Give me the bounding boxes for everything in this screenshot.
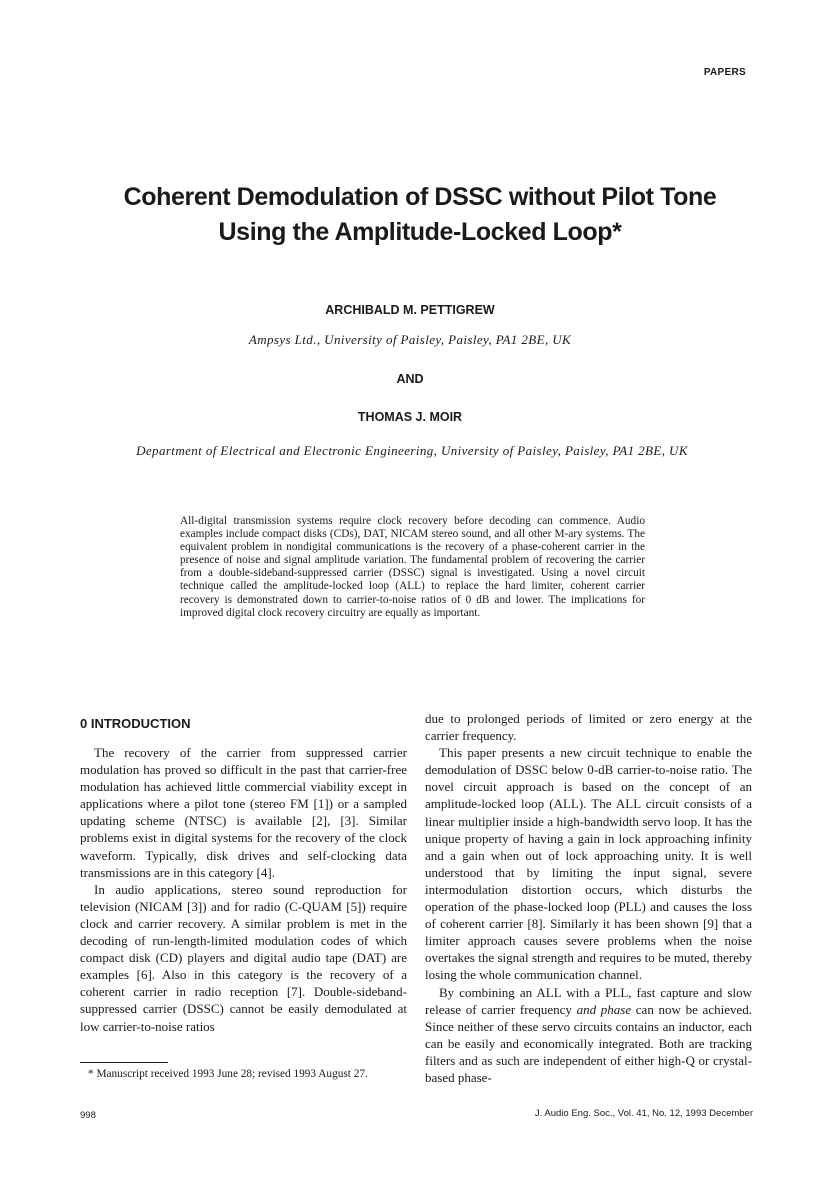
author-affiliation-2: Department of Electrical and Electronic Engineering, University of Paisley, Paisley, PA1 2BE, UK <box>136 443 688 458</box>
section-heading: 0 INTRODUCTION <box>80 716 191 731</box>
body-column-right <box>425 710 752 1086</box>
body-paragraph: This paper presents a new circuit technique to enable the demodulation of DSSC below 0-dB carrier-to-noise ratio. The novel circuit approach is based on the concept of an amplitude-locked loop (ALL). The ALL circuit consists of a linear multiplier inside a high-bandwidth servo loop. It has the unique property of having a gain in lock approaching infinity and a gain when out of lock approaching unity. It is well understood that by limiting the input signal, severe intermodulation distortion occurs, which disturbs the operation of the phase-locked loop (PLL) and causes the loss of coherent carrier [8]. Similarly it has been shown [9] that a limiter approach causes severe problems when the noise overtakes the signal strength and requires to be muted, thereby losing the whole communication channel. <box>425 745 752 983</box>
body-text: By combining an ALL with a PLL, fast capture and slow release of carrier frequency <box>425 984 752 1017</box>
author-affiliation-1: Ampsys Ltd., University of Paisley, Paisley, PA1 2BE, UK <box>248 332 572 347</box>
body-paragraph <box>425 984 752 1087</box>
author-name-2: THOMAS J. MOIR <box>357 410 463 424</box>
page-number: 998 <box>80 1110 96 1121</box>
body-paragraph: In audio applications, stereo sound reproduction for television (NICAM [3]) and for radio (C-QUAM [5]) require clock and carrier recovery. A similar problem is met in the decoding of run-length-limited modulation codes of which compact disk (CD) players and digital audio tape (DAT) are examples [6]. Also in this category is the recovery of a coherent carrier in radio reception [7]. Double-sideband-suppressed carrier (DSSC) cannot be easily demodulated at low carrier-to-noise ratios <box>80 881 407 1034</box>
body-paragraph: The recovery of the carrier from suppressed carrier modulation has proved so difficult in the past that carrier-free modulation has achieved little commercial viability except in applications where a pilot tone (stereo FM [1]) or a sampled updating scheme (NTSC) is available [2], [3]. Similar problems exist in digital systems for the recovery of the clock waveform. Typically, disk drives and self-clocking data transmissions are in this category [4]. <box>80 745 407 880</box>
abstract: All-digital transmission systems require clock recovery before decoding can commence. Audio examples include compact disks (CDs), DAT, NICAM stereo sound, and all other M-ary systems. The equivalent problem in nondigital communications is the recovery of a phase-coherent carrier in the presence of noise and signal amplitude variation. The fundamental problem of recovering the carrier from a double-sideband-suppressed carrier (DSSC) signal is investigated. Using a novel circuit technique called the amplitude-locked loop (ALL) to replace the hard limiter, coherent carrier recovery is demonstrated down to carrier-to-noise ratios of 0 dB and lower. The implications for improved digital clock recovery circuitry are equally as important. <box>180 515 645 619</box>
footnote <box>80 1068 407 1082</box>
paper-title <box>60 180 780 250</box>
section-label: PAPERS <box>703 67 746 78</box>
body-text: can now be achieved. Since neither of these servo circuits contains an inductor, each can be easily and economically integrated. Both are tracking filters and as such are independent of either high-Q or crystal-based phase- <box>425 1001 752 1085</box>
author-conjunction: AND <box>396 372 424 386</box>
footnote-text: * Manuscript received 1993 June 28; revised 1993 August 27. <box>88 1068 368 1080</box>
body-text-emphasis: and phase <box>576 1001 632 1017</box>
title-line-2: Using the Amplitude-Locked Loop* <box>218 218 622 246</box>
journal-citation: J. Audio Eng. Soc., Vol. 41, No. 12, 1993 December <box>534 1108 753 1119</box>
body-paragraph-continuation: due to prolonged periods of limited or zero energy at the carrier frequency. <box>425 711 752 744</box>
body-column-left <box>80 744 407 1035</box>
footnote-rule <box>80 1062 168 1063</box>
author-name-1: ARCHIBALD M. PETTIGREW <box>325 303 495 317</box>
title-line-1: Coherent Demodulation of DSSC without Pilot Tone <box>123 183 717 211</box>
